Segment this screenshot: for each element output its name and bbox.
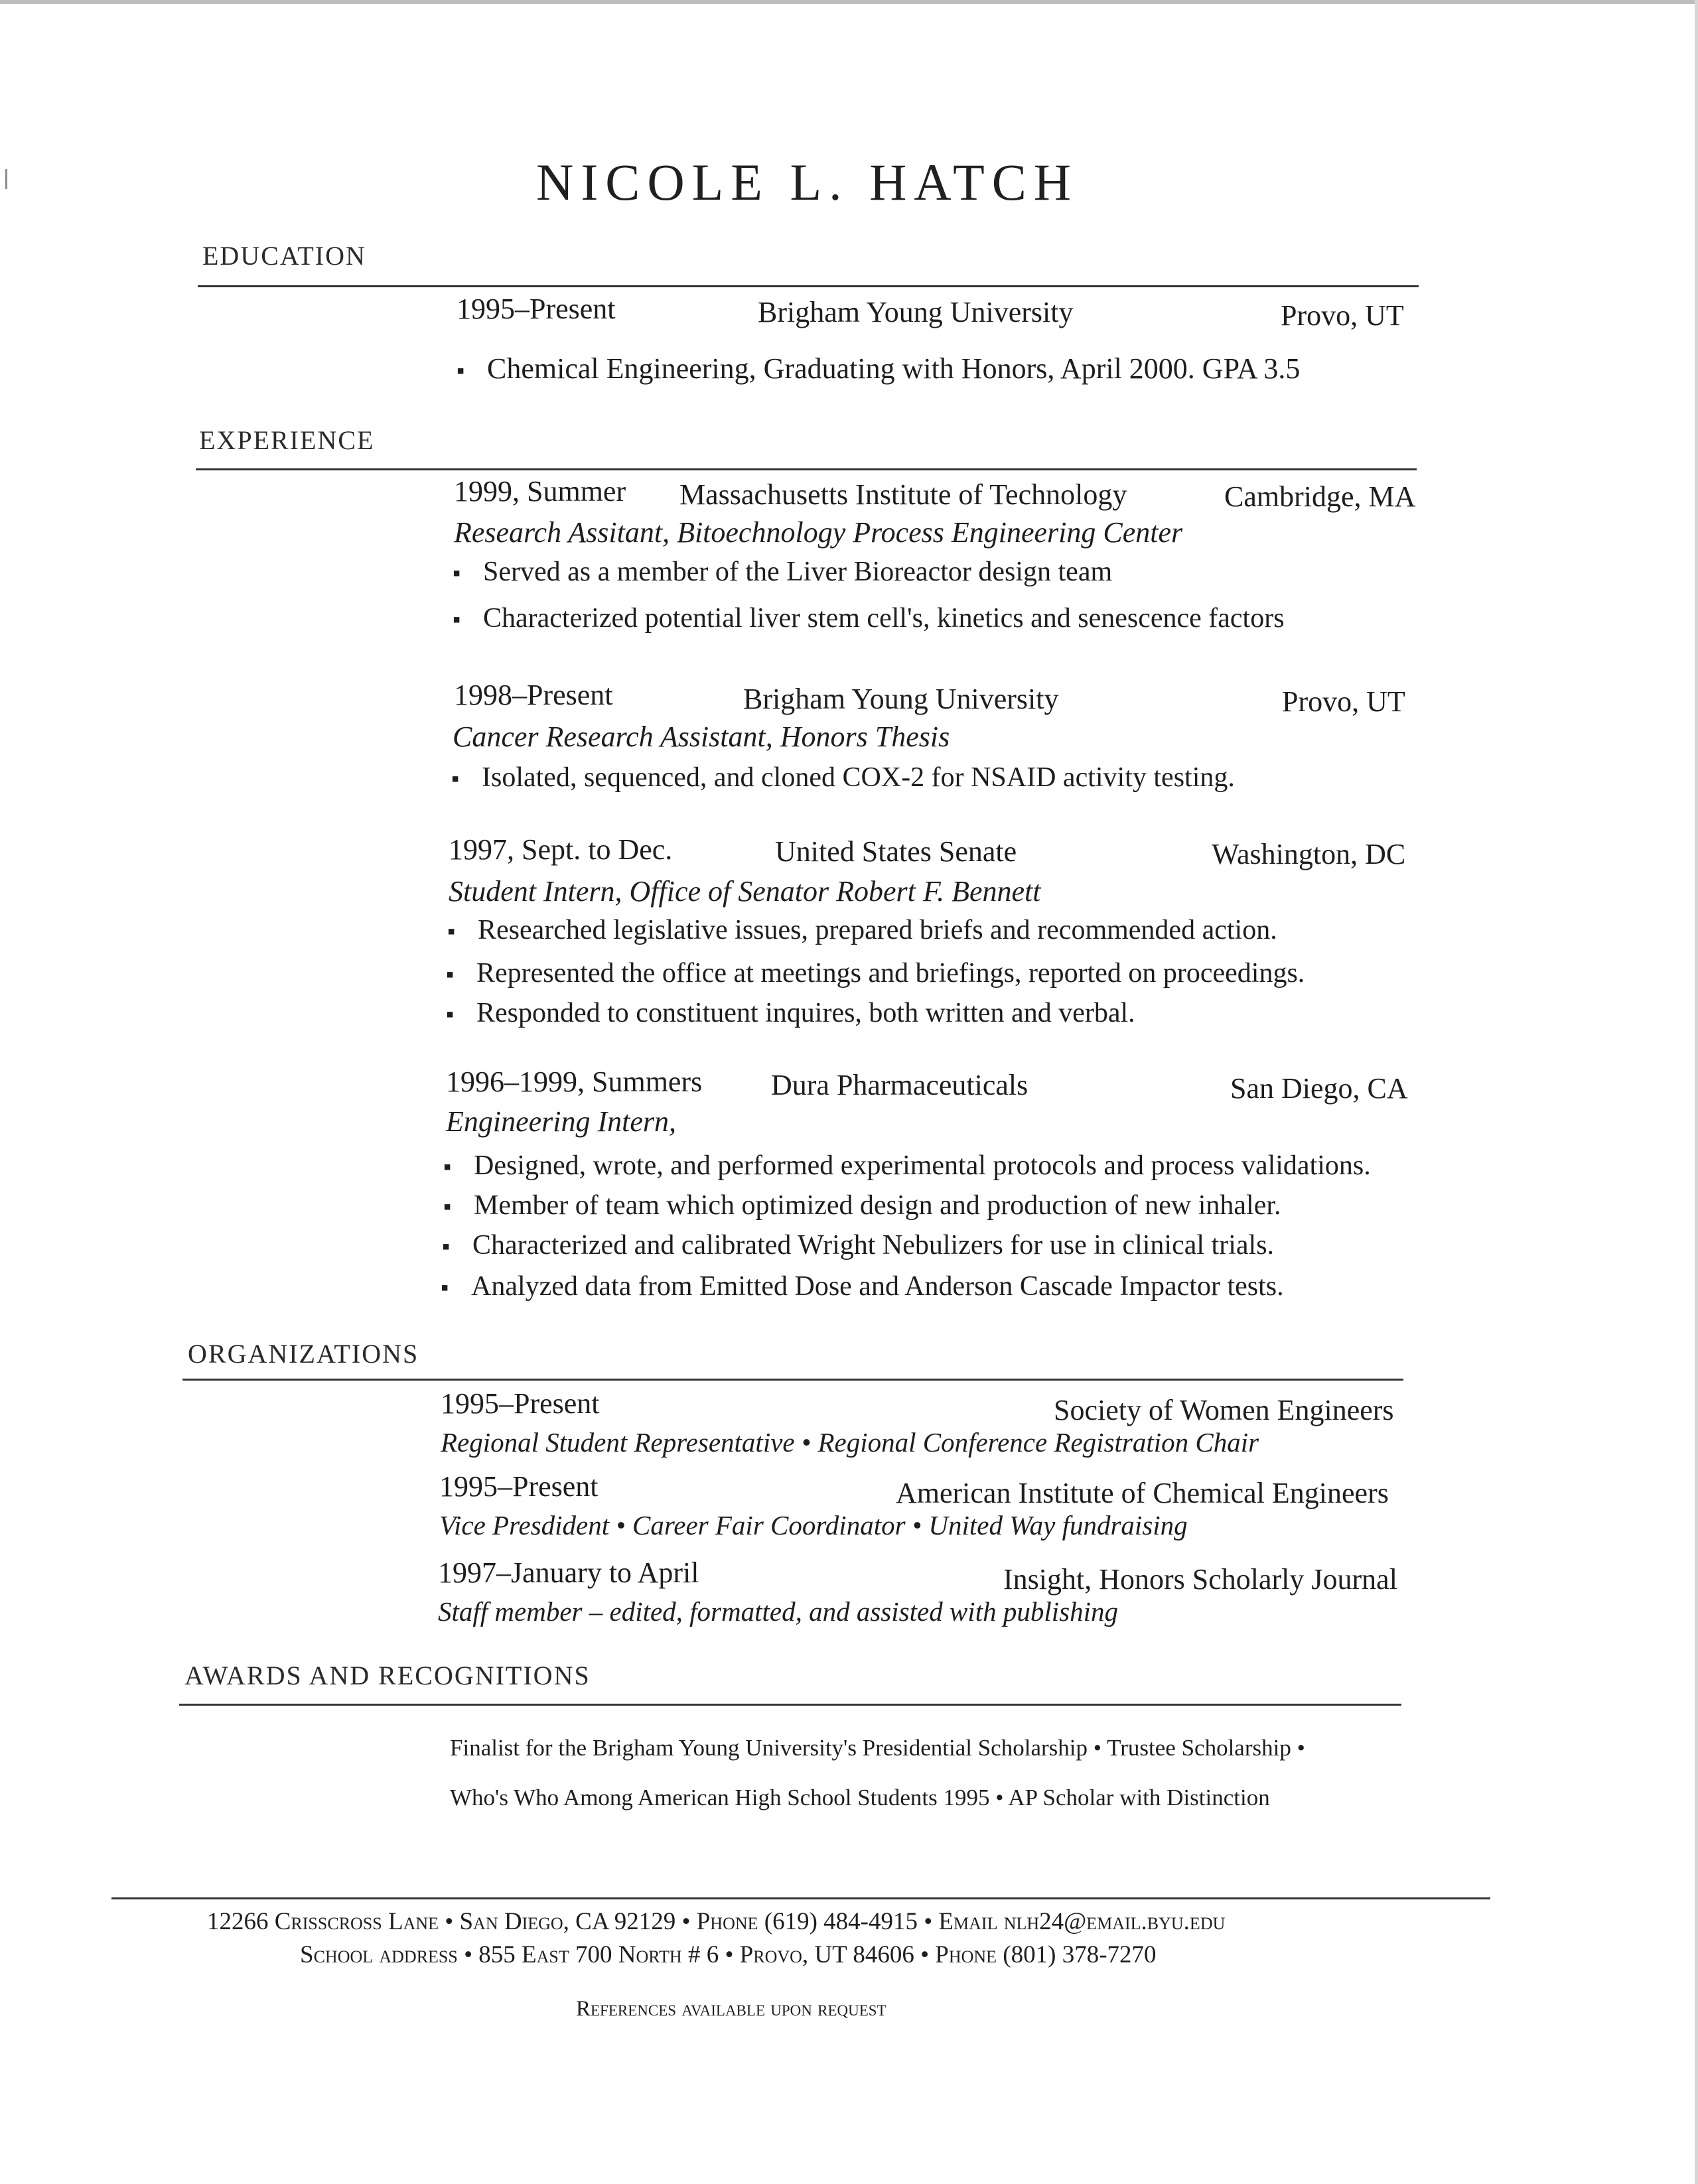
- job-2-bullet-1: ▪ Isolated, sequenced, and cloned COX-2 for NSAID activity testing.: [451, 762, 1235, 793]
- footer-references: References available upon request: [576, 1997, 886, 2021]
- job-4-bullet-2: ▪ Member of team which optimized design and production of new inhaler.: [443, 1190, 1281, 1221]
- job-3-date: 1997, Sept. to Dec.: [449, 833, 673, 866]
- awards-line-1: Finalist for the Brigham Young University's Presidential Scholarship • Trustee Scholarship •: [450, 1735, 1305, 1761]
- education-org: Brigham Young University: [758, 296, 1074, 328]
- footer-rule: [111, 1897, 1490, 1899]
- scan-edge-right: [1695, 0, 1698, 2184]
- org-1-date: 1995–Present: [441, 1387, 600, 1420]
- job-1-bullet-1: ▪ Served as a member of the Liver Bioreactor design team: [453, 556, 1112, 588]
- org-2-name: American Institute of Chemical Engineers: [896, 1477, 1389, 1509]
- org-2-date: 1995–Present: [439, 1470, 599, 1503]
- education-location: Provo, UT: [1281, 299, 1404, 332]
- job-3-role: Student Intern, Office of Senator Robert F. Bennett: [449, 875, 1041, 908]
- resume-name: NICOLE L. HATCH: [536, 153, 1079, 211]
- job-1-location: Cambridge, MA: [1224, 480, 1416, 513]
- org-3-roles: Staff member – edited, formatted, and assisted with publishing: [438, 1596, 1118, 1627]
- job-4-role: Engineering Intern,: [446, 1105, 677, 1138]
- org-3-name: Insight, Honors Scholarly Journal: [1003, 1563, 1397, 1596]
- education-heading: EDUCATION: [202, 241, 366, 271]
- job-3-location: Washington, DC: [1212, 838, 1406, 870]
- job-2-date: 1998–Present: [454, 679, 613, 711]
- job-4-location: San Diego, CA: [1230, 1072, 1408, 1105]
- education-rule: [198, 285, 1419, 287]
- job-1-role: Research Assitant, Bitoechnology Process Engineering Center: [454, 516, 1183, 549]
- job-2-org: Brigham Young University: [743, 683, 1059, 715]
- job-2-role: Cancer Research Assistant, Honors Thesis: [453, 720, 950, 753]
- job-3-org: United States Senate: [775, 835, 1017, 868]
- org-2-roles: Vice Presdident • Career Fair Coordinator • United Way fundraising: [439, 1510, 1188, 1540]
- organizations-rule: [182, 1379, 1403, 1381]
- awards-rule: [179, 1704, 1401, 1706]
- job-1-date: 1999, Summer: [454, 475, 626, 508]
- organizations-heading: ORGANIZATIONS: [188, 1339, 419, 1369]
- org-3-date: 1997–January to April: [438, 1556, 699, 1589]
- scan-edge-top: [0, 0, 1698, 4]
- org-1-name: Society of Women Engineers: [1054, 1394, 1394, 1426]
- scan-mark: [5, 169, 7, 189]
- job-2-location: Provo, UT: [1282, 685, 1405, 718]
- job-4-org: Dura Pharmaceuticals: [771, 1069, 1028, 1101]
- job-4-date: 1996–1999, Summers: [446, 1065, 703, 1098]
- job-1-bullet-2: ▪ Characterized potential liver stem cell's, kinetics and senescence factors: [453, 602, 1285, 634]
- education-bullet: ▪ Chemical Engineering, Graduating with Honors, April 2000. GPA 3.5: [457, 352, 1300, 385]
- job-3-bullet-2: ▪ Represented the office at meetings and briefings, reported on proceedings.: [446, 957, 1305, 989]
- awards-line-2: Who's Who Among American High School Students 1995 • AP Scholar with Distinction: [450, 1785, 1270, 1810]
- experience-rule: [196, 468, 1417, 470]
- job-3-bullet-3: ▪ Responded to constituent inquires, both written and verbal.: [446, 997, 1135, 1029]
- experience-heading: EXPERIENCE: [199, 425, 375, 455]
- footer-address: 12266 Crisscross Lane • San Diego, CA 92129 • Phone (619) 484-4915 • Email nlh24@email.byu.edu: [207, 1908, 1226, 1935]
- job-4-bullet-1: ▪ Designed, wrote, and performed experimental protocols and process validations.: [443, 1150, 1371, 1182]
- job-3-bullet-1: ▪ Researched legislative issues, prepared briefs and recommended action.: [447, 914, 1277, 946]
- education-date: 1995–Present: [457, 293, 616, 325]
- job-1-org: Massachusetts Institute of Technology: [679, 478, 1127, 511]
- job-4-bullet-3: ▪ Characterized and calibrated Wright Nebulizers for use in clinical trials.: [442, 1229, 1274, 1261]
- awards-heading: AWARDS AND RECOGNITIONS: [184, 1661, 591, 1690]
- footer-school-address: School address • 855 East 700 North # 6 • Provo, UT 84606 • Phone (801) 378-7270: [300, 1941, 1157, 1968]
- org-1-roles: Regional Student Representative • Regional Conference Registration Chair: [441, 1427, 1259, 1458]
- job-4-bullet-4: ▪ Analyzed data from Emitted Dose and Anderson Cascade Impactor tests.: [441, 1270, 1284, 1302]
